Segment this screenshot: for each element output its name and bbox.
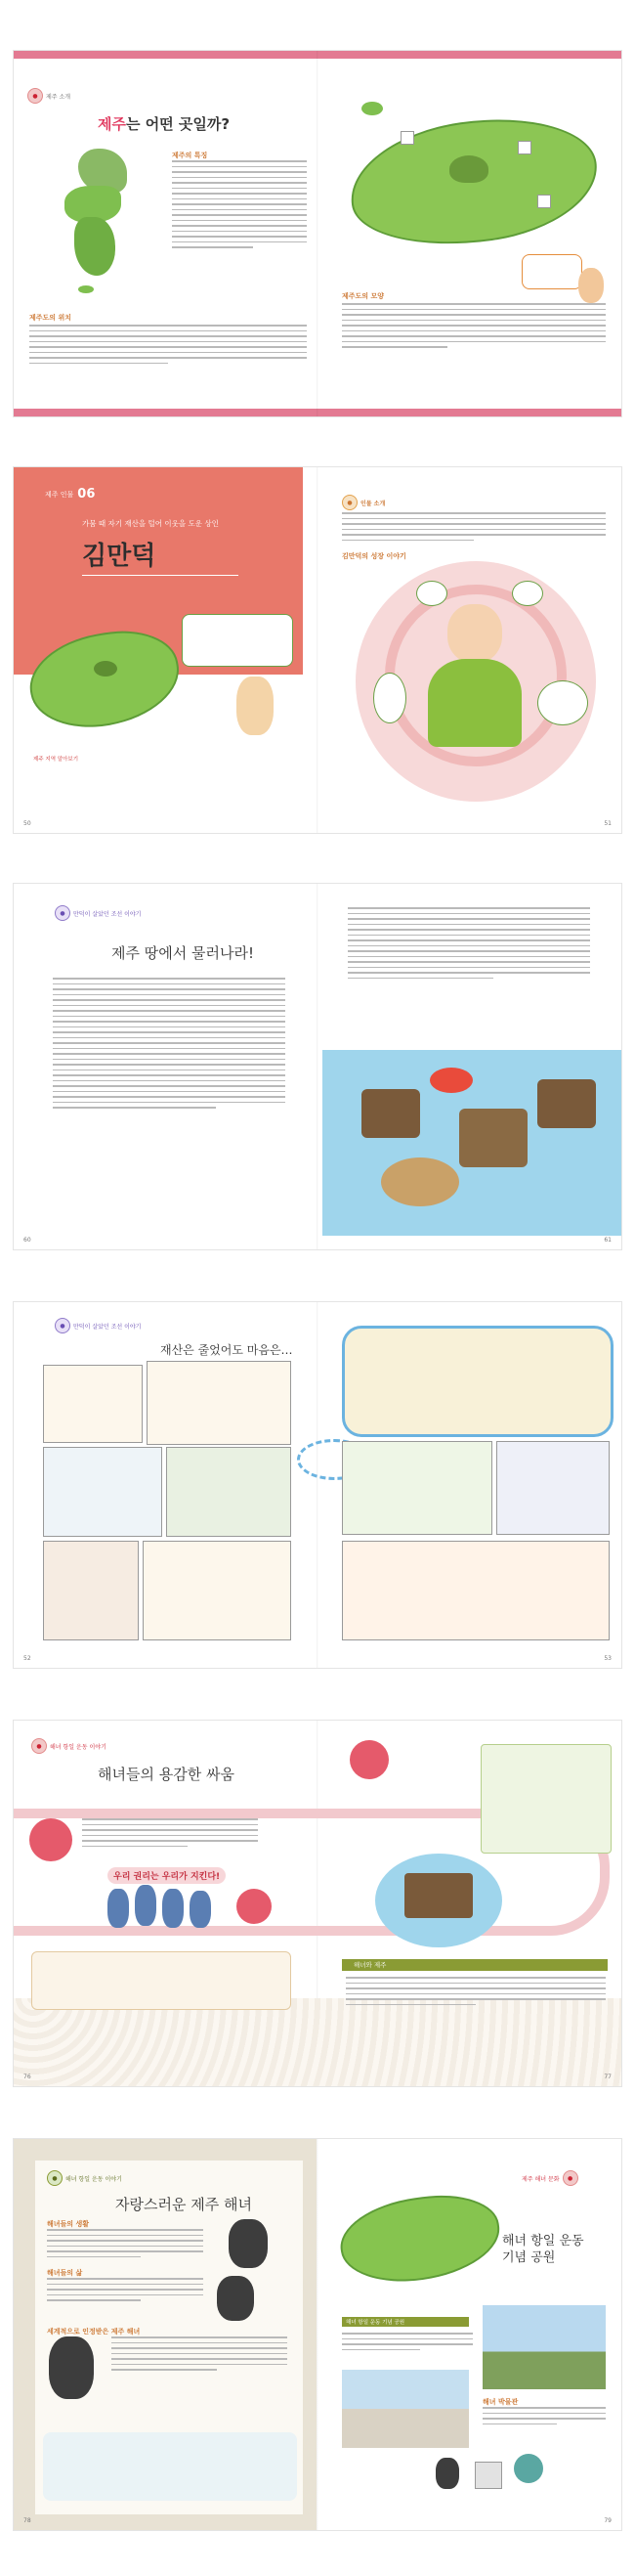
page-number-left: 50 bbox=[23, 820, 31, 827]
adult-mandeok-dress bbox=[428, 659, 522, 747]
page-fold bbox=[317, 2139, 318, 2530]
page-fold bbox=[317, 884, 318, 1249]
tag-badge-icon: ● bbox=[55, 905, 70, 921]
comic-panel-4 bbox=[166, 1447, 291, 1537]
subhead-world: 세계적으로 인정받은 제주 해녀 bbox=[47, 2328, 141, 2336]
page-number-left: 60 bbox=[23, 1237, 31, 1244]
body-text-1 bbox=[172, 160, 307, 252]
right-box-title: 해녀와 제주 bbox=[354, 1961, 387, 1969]
spread-kim-mandeok bbox=[14, 467, 621, 833]
haenyeo-diver-3 bbox=[49, 2336, 94, 2399]
subhead-shape: 제주도의 모양 bbox=[342, 292, 385, 300]
left-text-3 bbox=[111, 2336, 287, 2375]
hero-name: 김만덕 bbox=[82, 542, 156, 571]
diver-icons bbox=[436, 2454, 602, 2493]
chapter-subtitle: 가뭄 때 자기 재산을 털어 이웃을 도운 상인 bbox=[82, 519, 219, 528]
section-tag: ● 해녀 항일 운동 이야기 bbox=[31, 1738, 106, 1754]
seafloor-illustration bbox=[43, 2432, 297, 2501]
body-text-left bbox=[53, 978, 285, 1113]
haenyeo-diver-1 bbox=[229, 2219, 268, 2268]
speech-bubble-hero bbox=[182, 614, 293, 667]
timeline-badge-2 bbox=[236, 1889, 272, 1924]
page-number-right: 53 bbox=[604, 1655, 612, 1662]
growth-bubble-2 bbox=[537, 680, 588, 725]
museum-photo bbox=[342, 2370, 469, 2448]
spread-leave-jeju bbox=[14, 884, 621, 1249]
subhead-life: 해녀들의 생활 bbox=[47, 2220, 90, 2228]
growth-bubble-1 bbox=[373, 673, 406, 723]
spread-haenyeo-struggle bbox=[14, 1721, 621, 2086]
body-text-2 bbox=[29, 325, 307, 368]
section-tag: ● 만덕이 살았던 조선 이야기 bbox=[55, 905, 141, 921]
guide-bubble bbox=[522, 254, 582, 289]
story-text-1 bbox=[82, 1818, 258, 1851]
page-number-right: 79 bbox=[604, 2517, 612, 2524]
subhead-location: 제주도의 위치 bbox=[29, 314, 72, 322]
comic-panel-3 bbox=[43, 1447, 162, 1537]
hero-name-underline bbox=[82, 575, 238, 576]
map-legend: 제주 지역 알아보기 bbox=[33, 757, 79, 763]
tag-badge-icon: ● bbox=[563, 2170, 578, 2186]
comic-panel-6 bbox=[143, 1541, 291, 1640]
right-box-text bbox=[346, 1977, 606, 2009]
growth-bubble-3 bbox=[416, 581, 447, 606]
comic-panel-1 bbox=[43, 1365, 143, 1443]
page-number-left: 78 bbox=[23, 2517, 31, 2524]
page-title: 재산은 줄었어도 마음은… bbox=[160, 1343, 293, 1357]
comic-panel-8 bbox=[342, 1441, 492, 1535]
subhead-feature: 제주의 특징 bbox=[172, 152, 208, 159]
haenyeo-diver-2 bbox=[217, 2276, 254, 2321]
tag-badge-icon: ● bbox=[55, 1318, 70, 1333]
tag-badge-icon: ● bbox=[31, 1738, 47, 1754]
right-text-1 bbox=[342, 2333, 473, 2354]
tag-badge-icon: ● bbox=[47, 2170, 63, 2186]
left-text-1 bbox=[47, 2229, 203, 2261]
comic-panel-9 bbox=[496, 1441, 610, 1535]
comic-panel-5 bbox=[43, 1541, 139, 1640]
child-mandeok bbox=[236, 677, 274, 735]
guide-character bbox=[578, 268, 604, 303]
page-fold bbox=[317, 1302, 318, 1668]
adult-mandeok-face bbox=[447, 604, 502, 663]
page-title: 제주는 어떤 곳일까? bbox=[98, 115, 231, 133]
page-number-right: 51 bbox=[604, 820, 612, 827]
jeju-mini-map bbox=[25, 614, 182, 751]
tag-badge-icon: ● bbox=[342, 495, 358, 510]
body-text-right bbox=[348, 907, 590, 982]
subhead-museum: 해녀 박물관 bbox=[483, 2398, 519, 2406]
page-number-left: 76 bbox=[23, 2074, 31, 2080]
jeju-map bbox=[342, 102, 606, 258]
section-tag-right: 제주 해녀 문화 ● bbox=[522, 2170, 578, 2186]
korea-map bbox=[53, 149, 141, 295]
page-number-left: 52 bbox=[23, 1655, 31, 1662]
page-title: 해녀들의 용감한 싸움 bbox=[98, 1766, 234, 1783]
spread-jeju-intro bbox=[14, 51, 621, 416]
jeju-map-right bbox=[336, 2182, 502, 2290]
subhead-lives: 해녀들의 삶 bbox=[47, 2269, 83, 2277]
page-title: 제주 땅에서 물러나라! bbox=[111, 944, 254, 962]
sea-battle-illustration bbox=[322, 1050, 621, 1236]
page-fold bbox=[317, 467, 318, 833]
comic-panel-10 bbox=[342, 1541, 610, 1640]
intro-text bbox=[342, 512, 606, 545]
haenyeo-banner: 우리 권리는 우리가 지킨다! bbox=[107, 1867, 226, 1884]
wave-bg bbox=[14, 1998, 621, 2086]
page-number-right: 61 bbox=[604, 1237, 612, 1244]
comic-panel-7 bbox=[342, 1326, 614, 1437]
left-text-2 bbox=[47, 2278, 203, 2305]
growth-bubble-4 bbox=[512, 581, 543, 606]
section-tag-left: ● 해녀 항일 운동 이야기 bbox=[47, 2170, 122, 2186]
right-text-2 bbox=[483, 2407, 606, 2428]
growth-subhead: 김만덕의 성장 이야기 bbox=[342, 552, 406, 560]
spread-proud-haenyeo bbox=[14, 2139, 621, 2530]
tag-badge-icon: ● bbox=[27, 88, 43, 104]
park-photo bbox=[483, 2305, 606, 2389]
spread-comic bbox=[14, 1302, 621, 1668]
story-box-2 bbox=[31, 1951, 291, 2010]
comic-panel-2 bbox=[147, 1361, 291, 1445]
page-title-left: 자랑스러운 제주 해녀 bbox=[115, 2196, 252, 2213]
right-tag: ● 인물 소개 bbox=[342, 495, 385, 510]
photo-caption: 해녀 항일 운동 기념 공원 bbox=[346, 2320, 405, 2326]
section-tag: ● 제주 소개 bbox=[27, 88, 70, 104]
haenyeo-group bbox=[107, 1885, 215, 1930]
right-info-box bbox=[481, 1744, 612, 1854]
page-title-right: 해녀 항일 운동 기념 공원 bbox=[502, 2234, 584, 2265]
body-text-3 bbox=[342, 303, 606, 352]
chapter-label: 제주 인물 06 bbox=[45, 487, 96, 502]
page-fold bbox=[317, 51, 318, 416]
boat-illustration bbox=[375, 1854, 502, 1947]
page-number-right: 77 bbox=[604, 2074, 612, 2080]
section-tag: ● 만덕이 살았던 조선 이야기 bbox=[55, 1318, 141, 1333]
timeline-badge-1 bbox=[29, 1818, 72, 1861]
timeline-badge-3 bbox=[350, 1740, 389, 1779]
